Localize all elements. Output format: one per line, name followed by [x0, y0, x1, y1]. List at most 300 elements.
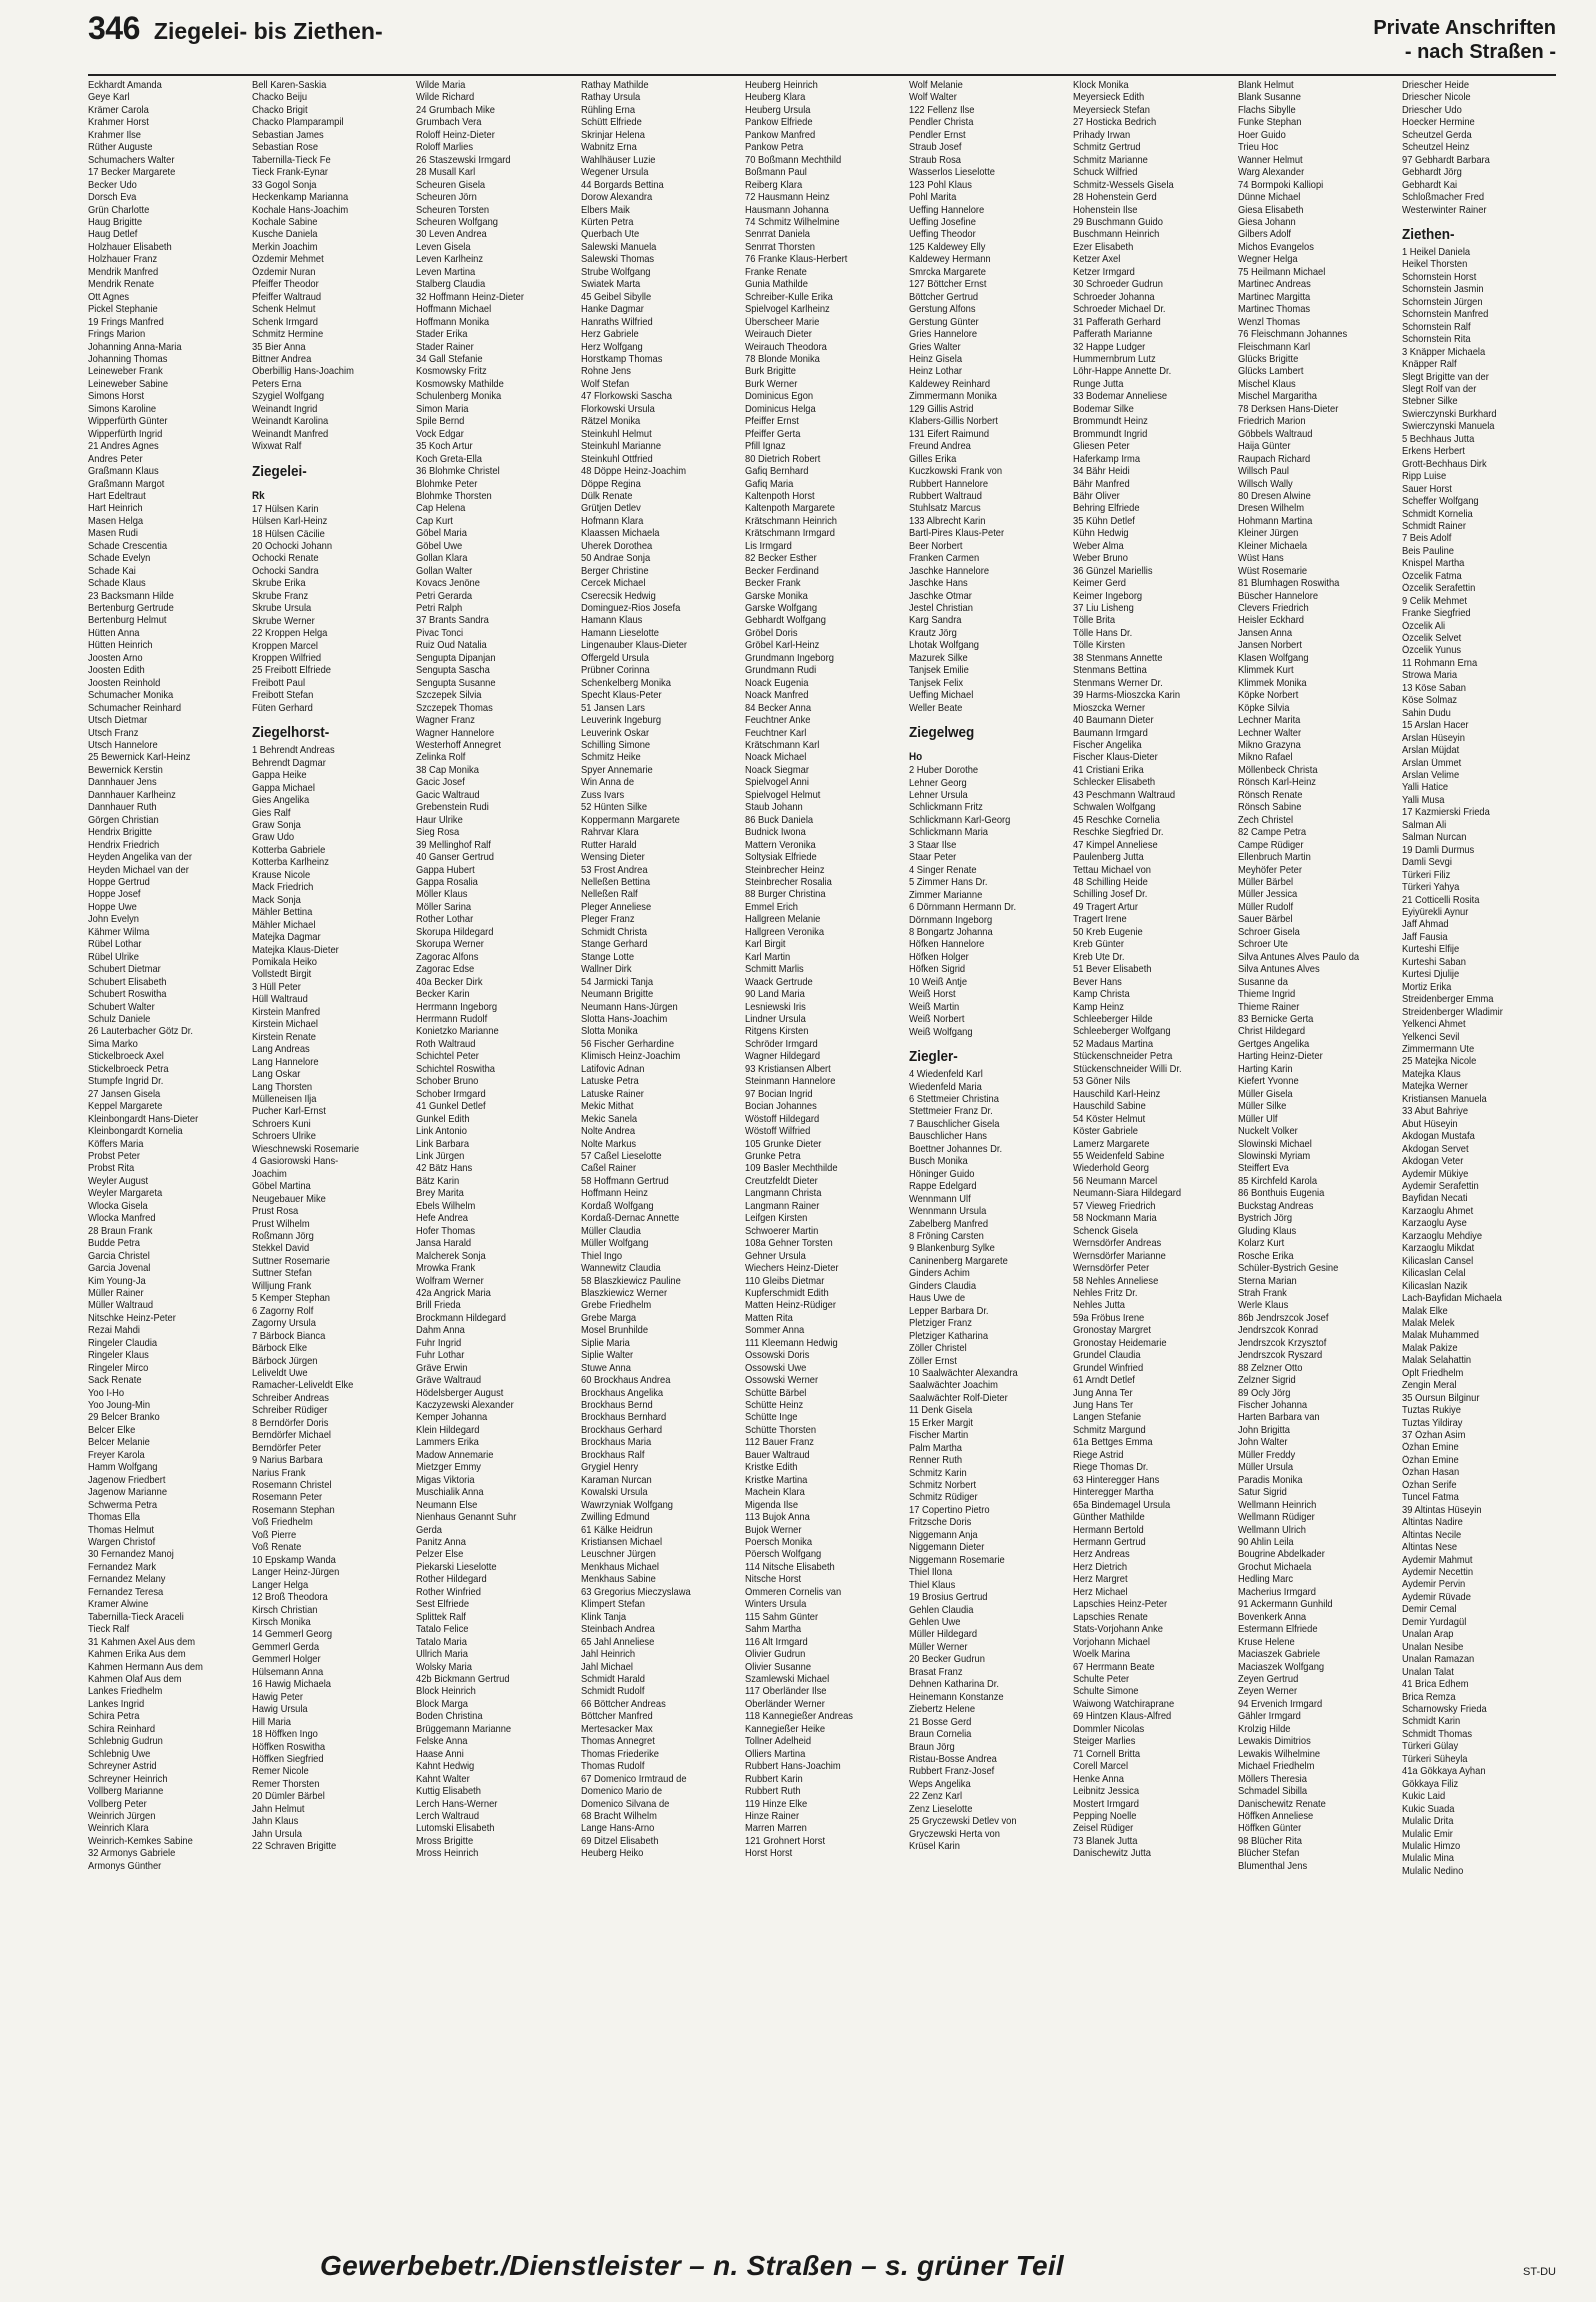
resident-entry: Danischewitz Renate: [1237, 1798, 1326, 1810]
resident-entry: Mähler Michael: [252, 919, 316, 931]
street-heading: Ziegelhorst-: [252, 724, 330, 742]
resident-entry: Senrrat Thorsten: [744, 241, 815, 253]
resident-entry: Wiedenfeld Maria: [909, 1081, 982, 1093]
resident-entry: Kosmowsky Mathilde: [416, 378, 505, 390]
resident-entry: 16 Hawig Michaela: [252, 1679, 332, 1691]
resident-entry: Zabelberg Manfred: [909, 1218, 989, 1230]
resident-entry: 36 Günzel Mariellis: [1073, 565, 1153, 577]
resident-entry: Arslan Hüseyin: [1401, 732, 1465, 744]
resident-entry: Wernsdörfer Andreas: [1073, 1238, 1162, 1250]
resident-entry: Grundmann Ingeborg: [744, 652, 834, 664]
resident-entry: 19 Damli Durmus: [1401, 844, 1474, 856]
resident-entry: Damli Sevgi: [1401, 857, 1452, 869]
resident-entry: Schumachers Walter: [88, 154, 175, 166]
resident-entry: Link Jürgen: [416, 1150, 465, 1162]
resident-entry: Tabernilla-Tieck Araceli: [88, 1611, 184, 1623]
resident-entry: Schira Petra: [88, 1711, 140, 1723]
resident-entry: 32 Hoffmann Heinz-Dieter: [416, 291, 525, 303]
resident-entry: Jung Anna Ter: [1073, 1387, 1133, 1399]
resident-entry: Gollan Walter: [416, 565, 473, 577]
resident-entry: Scheuren Gisela: [416, 179, 486, 191]
resident-entry: Klabers-Gillis Norbert: [909, 416, 998, 428]
resident-entry: Gilbers Adolf: [1237, 229, 1291, 241]
resident-entry: Bähr Manfred: [1073, 478, 1130, 490]
resident-entry: Win Anna de: [580, 777, 634, 789]
resident-entry: John Walter: [1237, 1437, 1288, 1449]
resident-entry: Leven Karlheinz: [416, 254, 484, 266]
resident-entry: 15 Erker Margit: [909, 1417, 974, 1429]
resident-entry: Pankow Petra: [744, 142, 804, 154]
resident-entry: 1 Heikel Daniela: [1401, 246, 1470, 258]
resident-entry: Haase Anni: [416, 1748, 465, 1760]
resident-entry: Tuncel Fatma: [1401, 1492, 1459, 1504]
resident-entry: Chacko Plamparampil: [252, 117, 344, 129]
resident-entry: Schlebnig Uwe: [88, 1748, 151, 1760]
resident-entry: Kiefert Yvonne: [1237, 1076, 1299, 1088]
resident-entry: 25 Matejka Nicole: [1401, 1056, 1477, 1068]
resident-entry: Mikno Grazyna: [1237, 740, 1301, 752]
resident-entry: Hart Edeltraut: [88, 490, 146, 502]
street-heading: Ziegelweg: [909, 724, 975, 742]
resident-entry: Garske Monika: [744, 590, 808, 602]
resident-entry: Glücks Brigitte: [1237, 353, 1298, 365]
resident-entry: 59a Fröbus Irene: [1073, 1312, 1145, 1324]
resident-entry: Kamp Heinz: [1073, 1001, 1125, 1013]
resident-entry: Joosten Arno: [88, 652, 143, 664]
resident-entry: Jaff Fausia: [1401, 931, 1448, 943]
resident-entry: Göbel Maria: [416, 528, 468, 540]
resident-entry: Karaman Nurcan: [580, 1474, 652, 1486]
resident-entry: Stalberg Claudia: [416, 279, 486, 291]
resident-entry: Menkhaus Sabine: [580, 1574, 656, 1586]
resident-entry: Machein Klara: [744, 1487, 805, 1499]
resident-entry: Kürten Petra: [580, 216, 634, 228]
resident-entry: Mulalic Emir: [1401, 1828, 1453, 1840]
resident-entry: 97 Gebhardt Barbara: [1401, 154, 1490, 166]
resident-entry: Wilde Richard: [416, 92, 475, 104]
resident-entry: Leuschner Jürgen: [580, 1549, 656, 1561]
resident-entry: Klimisch Heinz-Joachim: [580, 1051, 680, 1063]
resident-entry: Stumpfe Ingrid Dr.: [88, 1076, 164, 1088]
resident-entry: 39 Mellinghof Ralf: [416, 839, 492, 851]
resident-entry: Szygiel Wolfgang: [252, 391, 325, 403]
resident-entry: Schilling Simone: [580, 740, 650, 752]
page-number: 346: [88, 10, 140, 46]
resident-entry: Mosel Brunhilde: [580, 1325, 648, 1337]
resident-entry: Becker Ferdinand: [744, 565, 819, 577]
resident-entry: Wolf Stefan: [580, 378, 629, 390]
resident-entry: Kilicaslan Celal: [1401, 1268, 1466, 1280]
resident-entry: 41a Gökkaya Ayhan: [1401, 1766, 1486, 1778]
resident-entry: 4 Singer Renate: [909, 864, 977, 876]
resident-entry: Wlocka Gisela: [88, 1200, 148, 1212]
resident-entry: Krahmer Ilse: [88, 129, 142, 141]
resident-entry: Gunia Mathilde: [744, 279, 808, 291]
resident-entry: Clevers Friedrich: [1237, 603, 1309, 615]
resident-entry: Gollan Klara: [416, 553, 468, 565]
resident-entry: Müller Ursula: [1237, 1462, 1293, 1474]
resident-entry: Pickel Stephanie: [88, 304, 158, 316]
resident-entry: 33 Gogol Sonja: [252, 179, 317, 191]
resident-entry: Knäpper Ralf: [1401, 359, 1457, 371]
resident-entry: Yalli Hatice: [1401, 782, 1448, 794]
resident-entry: Aydemir Serafettin: [1401, 1180, 1479, 1192]
resident-entry: Lankes Ingrid: [88, 1698, 145, 1710]
resident-entry: Stats-Vorjohann Anke: [1073, 1624, 1164, 1636]
resident-entry: Wüst Hans: [1237, 553, 1284, 565]
resident-entry: Weirauch Theodora: [744, 341, 827, 353]
resident-entry: Rother Winfried: [416, 1586, 482, 1598]
resident-entry: Wellmann Ulrich: [1237, 1524, 1306, 1536]
resident-entry: Neugebauer Mike: [252, 1193, 327, 1205]
resident-entry: 38 Stenmans Annette: [1073, 652, 1163, 664]
resident-entry: Lang Hannelore: [252, 1056, 319, 1068]
resident-entry: 41 Brica Edhem: [1401, 1679, 1469, 1691]
resident-entry: 115 Sahm Günter: [744, 1611, 818, 1623]
resident-entry: Brommundt Ingrid: [1073, 428, 1148, 440]
resident-entry: Olivier Susanne: [744, 1661, 811, 1673]
resident-entry: Kramer Alwine: [88, 1599, 149, 1611]
resident-entry: Kahnt Walter: [416, 1773, 471, 1785]
resident-entry: Becker Karin: [416, 989, 470, 1001]
resident-entry: 97 Bocian Ingrid: [744, 1088, 813, 1100]
resident-entry: 27 Jansen Gisela: [88, 1088, 161, 1100]
resident-entry: 61 Kälke Heidrun: [580, 1524, 653, 1536]
resident-entry: Steinbrecher Rosalia: [744, 877, 832, 888]
resident-entry: Schloßmacher Fred: [1401, 192, 1484, 204]
resident-entry: Frings Marion: [88, 329, 146, 341]
resident-entry: Gacic Waltraud: [416, 789, 481, 801]
resident-entry: 56 Neumann Marcel: [1073, 1175, 1158, 1187]
resident-entry: Müller Rudolf: [1237, 901, 1293, 913]
resident-entry: Akdogan Veter: [1401, 1156, 1464, 1168]
resident-entry: Lang Oskar: [252, 1069, 301, 1081]
resident-entry: 93 Kristiansen Albert: [744, 1063, 831, 1075]
resident-entry: 8 Fröning Carsten: [909, 1230, 984, 1242]
resident-entry: Strah Frank: [1237, 1287, 1287, 1299]
resident-entry: Kamp Christa: [1073, 989, 1130, 1001]
resident-entry: Köpke Norbert: [1237, 690, 1298, 702]
resident-entry: Müller Waltraud: [88, 1300, 154, 1312]
resident-entry: Bougrine Abdelkader: [1237, 1549, 1325, 1561]
resident-entry: Kupferschmidt Edith: [744, 1287, 829, 1299]
resident-entry: 50 Kreb Eugenie: [1073, 926, 1143, 938]
resident-entry: 47 Florkowski Sascha: [580, 391, 672, 403]
resident-entry: Pletziger Katharina: [909, 1330, 989, 1342]
resident-entry: 32 Happe Ludger: [1073, 341, 1146, 353]
resident-entry: 20 Ochocki Johann: [252, 540, 333, 552]
resident-entry: Mulalic Himzo: [1401, 1840, 1460, 1852]
resident-entry: Wennmann Ulf: [909, 1193, 971, 1205]
resident-entry: Höfken Holger: [909, 951, 969, 963]
resident-entry: Horst Horst: [744, 1848, 793, 1860]
resident-entry: Kristiansen Manuela: [1401, 1093, 1487, 1105]
resident-entry: Schade Klaus: [88, 578, 146, 590]
resident-entry: Specht Klaus-Peter: [580, 690, 662, 702]
resident-entry: Kleinbongardt Hans-Dieter: [88, 1113, 199, 1125]
resident-entry: Swiatek Marta: [580, 279, 640, 291]
resident-entry: 78 Blonde Monika: [744, 353, 820, 365]
resident-entry: Weber Alma: [1073, 540, 1125, 552]
resident-entry: Malak Muhammed: [1401, 1330, 1479, 1342]
resident-entry: Schreyner Astrid: [88, 1761, 157, 1773]
resident-entry: Schmadel Sibilla: [1237, 1786, 1307, 1798]
district-label: Rk: [252, 489, 265, 502]
resident-entry: Schreyner Heinrich: [88, 1773, 168, 1785]
resident-entry: Stückenschneider Willi Dr.: [1073, 1063, 1182, 1075]
resident-entry: Bujok Werner: [744, 1524, 802, 1536]
resident-entry: Arslan Velime: [1401, 770, 1459, 782]
resident-entry: 7 Beis Adolf: [1401, 533, 1452, 545]
resident-entry: Knispel Martha: [1401, 558, 1465, 570]
resident-entry: Arslan Ümmet: [1401, 757, 1461, 769]
resident-entry: Thiel Ilona: [909, 1567, 953, 1579]
resident-entry: Schmitz Hermine: [252, 329, 324, 341]
resident-entry: Böttcher Gertrud: [909, 291, 979, 303]
resident-entry: Kochale Hans-Joachim: [252, 204, 349, 216]
resident-entry: Panitz Anna: [416, 1537, 467, 1549]
resident-entry: 133 Albrecht Karin: [909, 515, 986, 527]
resident-entry: Kotterba Gabriele: [252, 844, 326, 856]
resident-entry: Heuberg Ursula: [744, 104, 811, 116]
resident-entry: Schilling Josef Dr.: [1073, 889, 1148, 901]
resident-entry: Haija Günter: [1237, 441, 1291, 453]
resident-entry: Schubert Walter: [88, 1001, 155, 1013]
resident-entry: Matejka Klaus-Dieter: [252, 944, 340, 956]
resident-entry: Hoer Guido: [1237, 129, 1286, 141]
resident-entry: Ebels Wilhelm: [416, 1200, 476, 1212]
resident-entry: Garcia Jovenal: [88, 1263, 151, 1275]
resident-entry: Kuttig Elisabeth: [416, 1786, 482, 1798]
resident-entry: Reiberg Klara: [744, 179, 803, 191]
resident-entry: Lingenauber Klaus-Dieter: [580, 640, 687, 652]
resident-entry: Marren Marren: [744, 1823, 807, 1835]
resident-entry: Caninenberg Margarete: [909, 1255, 1008, 1267]
resident-entry: Wasserlos Lieselotte: [909, 167, 996, 179]
resident-entry: Szamlewski Michael: [744, 1674, 830, 1685]
resident-entry: Hohenstein Ilse: [1073, 204, 1138, 216]
resident-entry: Mazurek Silke: [909, 652, 968, 664]
resident-entry: Vollstedt Birgit: [252, 969, 312, 981]
resident-entry: Sest Elfriede: [416, 1599, 470, 1611]
resident-entry: 33 Abut Bahriye: [1401, 1106, 1468, 1118]
resident-entry: Krämer Carola: [88, 104, 149, 116]
resident-entry: Ochocki Sandra: [252, 565, 319, 577]
resident-entry: Kochale Sabine: [252, 216, 318, 228]
resident-entry: Schmitz Karin: [909, 1467, 967, 1479]
resident-entry: Nelleßen Ralf: [580, 889, 638, 901]
resident-entry: Sahm Martha: [744, 1624, 802, 1636]
resident-entry: Scheffer Wolfgang: [1401, 496, 1479, 508]
resident-entry: Tuztas Yildiray: [1401, 1417, 1463, 1429]
resident-entry: 14 Gemmerl Georg: [252, 1629, 333, 1641]
resident-entry: 7 Bärbock Bianca: [252, 1330, 326, 1342]
resident-entry: Fritzsche Doris: [909, 1517, 972, 1529]
resident-entry: Streidenberger Emma: [1401, 994, 1494, 1006]
resident-entry: Christ Hildegard: [1237, 1026, 1305, 1038]
listing-column: [909, 80, 1050, 2240]
resident-entry: Stuhlsatz Marcus: [909, 503, 981, 515]
resident-entry: Scharnowsky Frieda: [1401, 1704, 1487, 1715]
resident-entry: Herz Gabriele: [580, 329, 639, 341]
resident-entry: Vorjohann Michael: [1073, 1636, 1151, 1648]
resident-entry: Hauschild Karl-Heinz: [1073, 1088, 1161, 1100]
resident-entry: Freyer Karola: [88, 1449, 145, 1461]
resident-entry: 15 Arslan Hacer: [1401, 720, 1469, 732]
resident-entry: Karzaoglu Ahmet: [1401, 1205, 1473, 1217]
resident-entry: 35 Koch Artur: [416, 441, 474, 453]
resident-entry: Rühling Erna: [580, 104, 635, 116]
listing-column: [1238, 80, 1379, 2240]
resident-entry: 114 Nitsche Elisabeth: [744, 1561, 835, 1573]
resident-entry: Karl Martin: [744, 951, 791, 963]
resident-entry: Yalli Musa: [1401, 794, 1445, 806]
resident-entry: Hanke Dagmar: [580, 304, 644, 316]
resident-entry: Schreiber Andreas: [252, 1392, 330, 1404]
resident-entry: Kirsch Christian: [252, 1604, 318, 1616]
resident-entry: Krautz Jörg: [909, 627, 957, 639]
resident-entry: Pleger Anneliese: [580, 901, 651, 913]
resident-entry: 6 Stettmeier Christina: [909, 1093, 1000, 1105]
resident-entry: Renner Ruth: [909, 1455, 963, 1467]
resident-entry: 86b Jendrszcok Josef: [1237, 1312, 1328, 1324]
resident-entry: Voß Pierre: [252, 1529, 297, 1541]
resident-entry: Bauschlicher Hans: [909, 1131, 988, 1143]
resident-entry: Raupach Richard: [1237, 453, 1310, 465]
resident-entry: Neumann Brigitte: [580, 989, 653, 1001]
resident-entry: 86 Bonthuis Eugenia: [1237, 1188, 1324, 1200]
resident-entry: Domenico Silvana de: [580, 1798, 670, 1810]
resident-entry: Niggemann Anja: [909, 1529, 978, 1541]
resident-entry: Schober Bruno: [416, 1076, 479, 1088]
resident-entry: Gemmerl Gerda: [252, 1641, 320, 1653]
resident-entry: Müller Bärbel: [1237, 877, 1293, 888]
resident-entry: Heckenkamp Marianna: [252, 192, 349, 204]
resident-entry: Skorupa Werner: [416, 939, 485, 951]
resident-entry: 3 Knäpper Michaela: [1401, 346, 1485, 358]
resident-entry: 81 Blumhagen Roswitha: [1237, 578, 1339, 590]
resident-entry: Kordaß-Dernac Annette: [580, 1213, 679, 1225]
resident-entry: Thomas Annegret: [580, 1736, 655, 1748]
resident-entry: Lammers Erika: [416, 1437, 480, 1449]
resident-entry: Joosten Edith: [88, 665, 145, 677]
resident-entry: Kilicaslan Cansel: [1401, 1255, 1473, 1267]
resident-entry: Schornstein Ralf: [1401, 321, 1471, 333]
resident-entry: Martinec Margitta: [1237, 291, 1310, 303]
resident-entry: Müller Werner: [909, 1641, 968, 1653]
resident-entry: Rosemann Stephan: [252, 1504, 335, 1516]
resident-entry: Pafferath Marianne: [1073, 329, 1153, 341]
resident-entry: Blumenthal Jens: [1237, 1860, 1307, 1872]
resident-entry: Schmitz Margund: [1073, 1424, 1147, 1436]
resident-entry: 116 Alt Irmgard: [744, 1636, 808, 1648]
resident-entry: Kurtesi Djulije: [1401, 969, 1459, 981]
resident-entry: Salewski Thomas: [580, 254, 654, 266]
resident-entry: Blank Helmut: [1237, 80, 1294, 91]
resident-entry: Gappa Michael: [252, 782, 316, 794]
resident-entry: Ruiz Oud Natalia: [416, 640, 488, 652]
resident-entry: 57 Caßel Lieselotte: [580, 1150, 662, 1162]
resident-entry: Weinrich-Kemkes Sabine: [88, 1835, 193, 1847]
resident-entry: 122 Fellenz Ilse: [909, 104, 975, 116]
resident-entry: Mrowka Frank: [416, 1263, 476, 1275]
resident-entry: Pendler Ernst: [909, 129, 966, 141]
resident-entry: Schumacher Monika: [88, 690, 174, 702]
resident-entry: Karzaoglu Mehdiye: [1401, 1230, 1482, 1242]
resident-entry: 69 Hintzen Klaus-Alfred: [1073, 1711, 1172, 1723]
resident-entry: Bocian Johannes: [744, 1101, 817, 1113]
street-heading: Ziethen-: [1401, 225, 1455, 243]
resident-entry: Kuczkowski Frank von: [909, 466, 1003, 478]
resident-entry: 37 Özhan Asim: [1401, 1430, 1466, 1442]
resident-entry: Wernsdörfer Peter: [1073, 1263, 1150, 1275]
resident-entry: Thiel Ingo: [580, 1250, 622, 1262]
resident-entry: 58 Blaszkiewicz Pauline: [580, 1275, 681, 1287]
resident-entry: Lankes Friedhelm: [88, 1686, 163, 1698]
resident-entry: Pleger Franz: [580, 914, 635, 926]
resident-entry: 29 Buschmann Guido: [1073, 216, 1164, 228]
resident-entry: Latuske Petra: [580, 1076, 639, 1088]
resident-entry: Roßmann Jörg: [252, 1230, 315, 1242]
resident-entry: Ketzer Axel: [1073, 254, 1121, 266]
resident-entry: Latuske Rainer: [580, 1088, 644, 1100]
resident-entry: Gluding Klaus: [1237, 1225, 1296, 1237]
resident-entry: 4 Gasiorowski Hans-: [252, 1156, 339, 1168]
resident-entry: Remer Nicole: [252, 1766, 309, 1778]
resident-entry: Link Antonio: [416, 1126, 468, 1138]
resident-entry: 109 Basler Mechthilde: [744, 1163, 838, 1175]
resident-entry: 65 Jahl Anneliese: [580, 1636, 654, 1648]
resident-entry: 8 Bongartz Johanna: [909, 927, 993, 938]
resident-entry: Özhan Emine: [1401, 1454, 1459, 1466]
resident-entry: Rubbert Ruth: [744, 1786, 801, 1798]
resident-entry: Hamann Lieselotte: [580, 627, 659, 639]
resident-entry: 4 Wiedenfeld Karl: [909, 1069, 983, 1081]
resident-entry: Höffken Siegfried: [252, 1754, 324, 1765]
resident-entry: Malak Selahattin: [1401, 1355, 1471, 1367]
resident-entry: Franken Carmen: [909, 553, 980, 565]
resident-entry: Zenz Lieselotte: [909, 1803, 973, 1815]
resident-entry: Kleiner Jürgen: [1237, 528, 1298, 540]
resident-entry: 33 Bodemar Anneliese: [1073, 391, 1168, 403]
resident-entry: 42b Bickmann Gertrud: [416, 1674, 511, 1685]
listing-column: [416, 80, 557, 2240]
resident-entry: Soltysiak Elfriede: [744, 852, 817, 864]
resident-entry: Ossowski Doris: [744, 1350, 810, 1362]
resident-entry: Weyler August: [88, 1175, 149, 1187]
resident-entry: Jaschke Otmar: [909, 590, 972, 602]
resident-entry: Zimmer Marianne: [909, 889, 983, 901]
resident-entry: Sauer Horst: [1401, 483, 1452, 495]
resident-entry: 26 Lauterbacher Götz Dr.: [88, 1026, 194, 1038]
resident-entry: Kemper Johanna: [416, 1412, 488, 1424]
resident-entry: Petri Ralph: [416, 603, 463, 615]
resident-entry: 86 Buck Daniela: [744, 814, 813, 826]
resident-entry: Scheutzel Gerda: [1401, 129, 1472, 141]
resident-entry: Zagorny Ursula: [252, 1318, 317, 1330]
resident-entry: Pfeiffer Theodor: [252, 279, 319, 291]
resident-entry: Jahn Helmut: [252, 1803, 305, 1815]
resident-entry: Kordaß Wolfgang: [580, 1200, 654, 1212]
resident-entry: 23 Backsmann Hilde: [88, 590, 174, 602]
resident-entry: Pankow Manfred: [744, 129, 816, 141]
resident-entry: 3 Staar Ilse: [909, 839, 957, 851]
resident-entry: Hütten Heinrich: [88, 640, 153, 652]
resident-entry: Kaltenpoth Horst: [744, 490, 815, 502]
resident-entry: 55 Weidenfeld Sabine: [1073, 1150, 1165, 1162]
resident-entry: Brockhaus Bernd: [580, 1400, 653, 1412]
resident-entry: Driescher Udo: [1401, 104, 1462, 116]
